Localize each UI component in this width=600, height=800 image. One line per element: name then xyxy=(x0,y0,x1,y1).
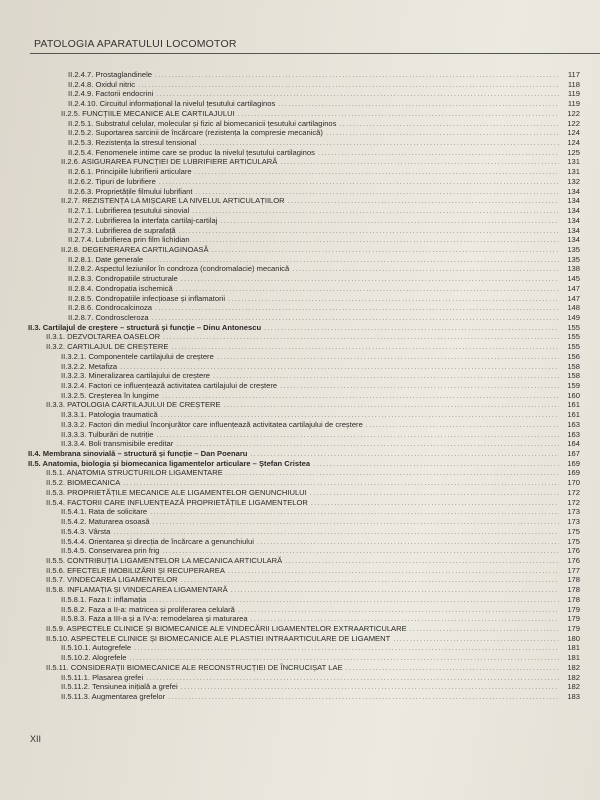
toc-entry-title: II.3.3. PATOLOGIA CARTILAJULUI DE CREȘTERE xyxy=(46,400,221,410)
toc-entry-title: II.2.5.1. Substratul celular, molecular și fizic al biomecanicii țesutului cartilaginos xyxy=(68,118,337,128)
toc-entry xyxy=(28,119,580,129)
running-header: PATOLOGIA APARATULUI LOCOMOTOR xyxy=(34,38,237,50)
toc-entry-page: 181 xyxy=(567,653,580,663)
toc-entry-title: II.5.4.1. Rata de solicitare xyxy=(61,507,148,517)
toc-entry xyxy=(28,498,580,508)
toc-entry xyxy=(28,692,580,702)
toc-entry-page: 118 xyxy=(567,79,580,89)
toc-entry-page: 131 xyxy=(567,167,580,177)
toc-entry-page: 164 xyxy=(567,439,580,449)
toc-entry-title: II.2.7.2. Lubrifierea la interfața cartilaj-cartilaj xyxy=(68,215,218,225)
toc-entry-page: 119 xyxy=(567,99,580,109)
toc-entry-page: 173 xyxy=(567,507,580,517)
toc-entry-title: II.5.4.3. Vârsta xyxy=(61,526,111,536)
toc-entry-title: II.2.6.3. Proprietățile filmului lubrifiant xyxy=(68,186,193,196)
toc-entry-page: 134 xyxy=(567,215,580,225)
toc-entry-title: II.2.4.10. Circuitul informațional la nivelul țesutului cartilaginos xyxy=(68,99,276,109)
toc-entry xyxy=(28,264,580,274)
toc-entry-title: II.3.3.2. Factori din mediul înconjurător care influențează activitatea cartilajului de creștere xyxy=(61,419,363,429)
toc-entry-page: 163 xyxy=(567,419,580,429)
toc-entry xyxy=(28,196,580,206)
toc-entry-page: 155 xyxy=(567,342,580,352)
toc-entry-title: II.2.8.2. Aspectul leziunilor în condroza (condromalacie) mecanică xyxy=(68,264,290,274)
toc-entry-page: 182 xyxy=(567,672,580,682)
toc-entry-page: 135 xyxy=(567,244,580,254)
toc-entry xyxy=(28,624,580,634)
toc-entry-page: 135 xyxy=(567,254,580,264)
toc-entry-title: II.2.8.5. Condropatiile infecțioase și inflamatorii xyxy=(68,293,226,303)
toc-entry-page: 134 xyxy=(567,206,580,216)
toc-entry-title: II.2.6.1. Principiile lubrifierii articulare xyxy=(68,167,192,177)
toc-entry xyxy=(28,653,580,663)
toc-entry-page: 182 xyxy=(567,682,580,692)
toc-entry-title: II.2.7.3. Lubrifierea de suprafață xyxy=(68,225,176,235)
toc-entry xyxy=(28,206,580,216)
toc-entry-title: II.4. Membrana sinovială – structură și funcție – Dan Poenaru xyxy=(28,449,248,459)
toc-entry xyxy=(28,439,580,449)
toc-entry-title: II.5.8.2. Faza a II-a: matricea și proliferarea celulară xyxy=(61,604,235,614)
toc-entry-title: II.3.3.4. Boli transmisibile ereditar xyxy=(61,439,174,449)
toc-entry-page: 181 xyxy=(567,643,580,653)
toc-entry xyxy=(28,313,580,323)
toc-entry-page: 155 xyxy=(567,332,580,342)
toc-entry-title: II.5.11. CONSIDERAȚII BIOMECANICE ALE RECONSTRUCȚIEI DE ÎNCRUCIȘAT LAE xyxy=(46,662,343,672)
toc-entry-page: 175 xyxy=(567,526,580,536)
toc-entry xyxy=(28,682,580,692)
toc-entry-page: 131 xyxy=(567,157,580,167)
toc-entry xyxy=(28,99,580,109)
toc-entry-page: 124 xyxy=(567,138,580,148)
toc-entry xyxy=(28,566,580,576)
toc-entry xyxy=(28,430,580,440)
toc-entry-title: II.5.11.3. Augmentarea grefelor xyxy=(61,692,166,701)
toc-entry xyxy=(28,673,580,683)
toc-entry-page: 155 xyxy=(567,322,580,332)
toc-entry xyxy=(28,371,580,381)
toc-entry-title: II.3.3.3. Tulburări de nutriție xyxy=(61,429,154,439)
toc-entry-page: 175 xyxy=(567,536,580,546)
toc-entry-title: II.2.8.1. Date generale xyxy=(68,254,144,264)
toc-entry-page: 169 xyxy=(567,468,580,478)
toc-entry xyxy=(28,138,580,148)
toc-entry xyxy=(28,148,580,158)
toc-entry xyxy=(28,605,580,615)
toc-entry xyxy=(28,420,580,430)
toc-entry-title: II.2.7.4. Lubrifierea prin film lichidian xyxy=(68,235,190,245)
toc-entry-title: II.2.4.7. Prostaglandinele xyxy=(68,70,153,79)
header-rule xyxy=(30,53,600,54)
toc-entry-title: II.5.4.2. Maturarea osoasă xyxy=(61,517,150,527)
toc-entry-title: II.5.4.4. Orientarea și direcția de încărcare a genunchiului xyxy=(61,536,254,546)
toc-entry xyxy=(28,352,580,362)
toc-entry-page: 160 xyxy=(567,390,580,400)
toc-entry-title: II.2.8.6. Condrocalcinoza xyxy=(68,303,153,313)
toc-entry-title: II.2.4.9. Factorii endocrini xyxy=(68,89,154,99)
toc-entry-page: 134 xyxy=(567,186,580,196)
toc-entry-page: 147 xyxy=(567,283,580,293)
toc-entry xyxy=(28,381,580,391)
toc-entry-page: 138 xyxy=(567,264,580,274)
toc-entry-title: II.5.11.1. Plasarea grefei xyxy=(61,672,144,682)
toc-entry xyxy=(28,362,580,372)
toc-entry-page: 117 xyxy=(567,70,580,79)
toc-entry-title: II.5.7. VINDECAREA LIGAMENTELOR xyxy=(46,575,178,585)
toc-entry-page: 132 xyxy=(567,176,580,186)
toc-entry xyxy=(28,235,580,245)
toc-entry xyxy=(28,595,580,605)
toc-entry-title: II.2.6. ASIGURAREA FUNCȚIEI DE LUBRIFIERE ARTICULARĂ xyxy=(61,157,278,167)
toc-entry xyxy=(28,634,580,644)
toc-entry xyxy=(28,303,580,313)
toc-entry xyxy=(28,478,580,488)
toc-entry-title: II.5.1. ANATOMIA STRUCTURILOR LIGAMENTARE xyxy=(46,468,223,478)
toc-entry-page: 178 xyxy=(567,594,580,604)
toc-entry-title: II.5.8. INFLAMAȚIA ȘI VINDECAREA LIGAMENTARĂ xyxy=(46,585,228,595)
toc-entry xyxy=(28,80,580,90)
toc-entry-page: 158 xyxy=(567,361,580,371)
toc-entry-title: II.5. Anatomia, biologia și biomecanica ligamentelor articulare – Ștefan Cristea xyxy=(28,458,311,468)
toc-entry xyxy=(28,245,580,255)
toc-entry-title: II.5.8.3. Faza a III-a și a IV-a: remodelarea și maturarea xyxy=(61,614,248,624)
toc-entry-title: II.3. Cartilajul de creștere – structură și funcție – Dinu Antonescu xyxy=(28,322,262,332)
toc-entry-title: II.5.4. FACTORII CARE INFLUENȚEAZĂ PROPRIETĂȚILE LIGAMENTELOR xyxy=(46,497,308,507)
toc-entry xyxy=(28,468,580,478)
toc-entry-page: 124 xyxy=(567,128,580,138)
toc-entry-page: 176 xyxy=(567,546,580,556)
toc-entry-page: 122 xyxy=(567,118,580,128)
toc-entry-page: 158 xyxy=(567,371,580,381)
toc-entry xyxy=(28,177,580,187)
toc-entry-page: 176 xyxy=(567,555,580,565)
toc-entry xyxy=(28,255,580,265)
toc-entry-title: II.2.8.4. Condropatia ischemică xyxy=(68,283,173,293)
toc-entry xyxy=(28,167,580,177)
toc-entry xyxy=(28,663,580,673)
toc-entry xyxy=(28,157,580,167)
toc-entry-title: II.5.10.2. Alogrefele xyxy=(61,653,127,663)
toc-entry-title: II.2.5.3. Rezistența la stresul tensional xyxy=(68,138,197,148)
toc-entry-title: II.5.6. EFECTELE IMOBILIZĂRII ȘI RECUPERAREA xyxy=(46,565,225,575)
toc-entry xyxy=(28,128,580,138)
toc-entry xyxy=(28,109,580,119)
toc-entry xyxy=(28,323,580,333)
toc-entry-page: 179 xyxy=(567,623,580,633)
toc-entry xyxy=(28,89,580,99)
toc-entry xyxy=(28,410,580,420)
toc-entry xyxy=(28,294,580,304)
toc-entry-page: 172 xyxy=(567,487,580,497)
toc-entry-page: 156 xyxy=(567,351,580,361)
toc-entry xyxy=(28,517,580,527)
toc-entry-page: 167 xyxy=(567,449,580,459)
toc-entry xyxy=(28,187,580,197)
toc-entry-page: 134 xyxy=(567,196,580,206)
toc-entry-title: II.5.5. CONTRIBUȚIA LIGAMENTELOR LA MECANICA ARTICULARĂ xyxy=(46,555,283,565)
toc-entry-page: 172 xyxy=(567,497,580,507)
toc-entry xyxy=(28,216,580,226)
toc-entry xyxy=(28,614,580,624)
toc-entry-page: 134 xyxy=(567,225,580,235)
toc-entry-title: II.3.3.1. Patologia traumatică xyxy=(61,410,158,420)
toc-entry-title: II.3.2.3. Mineralizarea cartilajului de creștere xyxy=(61,371,210,381)
toc-entry-page: 179 xyxy=(567,614,580,624)
toc-entry-page: 169 xyxy=(567,458,580,468)
toc-entry xyxy=(28,507,580,517)
toc-entry-title: II.5.3. PROPRIETĂȚILE MECANICE ALE LIGAMENTELOR GENUNCHIULUI xyxy=(46,487,307,497)
toc-entry xyxy=(28,459,580,469)
toc-entry-title: II.3.2.2. Metafiza xyxy=(61,361,118,371)
toc-entry-title: II.2.5. FUNCȚIILE MECANICE ALE CARTILAJULUI xyxy=(61,108,235,118)
toc-entry-title: II.2.4.8. Oxidul nitric xyxy=(68,79,136,89)
toc-entry xyxy=(28,274,580,284)
page-number: XII xyxy=(30,734,42,744)
toc-entry-page: 183 xyxy=(567,692,580,701)
toc-entry-title: II.2.6.2. Tipuri de lubrifiere xyxy=(68,176,156,186)
toc-entry-page: 159 xyxy=(567,381,580,390)
toc-entry-page: 125 xyxy=(567,147,580,157)
toc-entry xyxy=(28,400,580,410)
toc-entry xyxy=(28,284,580,294)
toc-entry-title: II.2.8.3. Condropatiile structurale xyxy=(68,274,178,284)
toc-entry-title: II.5.9. ASPECTELE CLINICE ȘI BIOMECANICE ALE VINDECĂRII LIGAMENTELOR EXTRAARTICULARE xyxy=(46,623,407,633)
toc-entry-title: II.2.7.1. Lubrifierea țesutului sinovial xyxy=(68,206,190,216)
toc-entry-title: II.2.8.7. Condroscleroza xyxy=(68,312,149,322)
toc-entry-page: 178 xyxy=(567,585,580,595)
toc-entry xyxy=(28,546,580,556)
toc-entry-page: 179 xyxy=(567,604,580,614)
toc-entry xyxy=(28,537,580,547)
toc-entry-page: 148 xyxy=(567,303,580,313)
toc-entry xyxy=(28,391,580,401)
toc-entry-page: 177 xyxy=(567,565,580,575)
toc-entry-title: II.3.2. CARTILAJUL DE CREȘTERE xyxy=(46,342,169,352)
toc-entry xyxy=(28,527,580,537)
toc-entry-page: 147 xyxy=(567,293,580,303)
toc-entry-page: 119 xyxy=(567,89,580,99)
toc-entry-page: 173 xyxy=(567,517,580,527)
toc-entry-title: II.5.10. ASPECTELE CLINICE ȘI BIOMECANICE ALE PLASTIEI INTRAARTICULARE DE LIGAMENT xyxy=(46,633,391,643)
toc-entry xyxy=(28,332,580,342)
toc-entry-title: II.2.5.2. Suportarea sarcinii de încărcare (rezistența la compresie mecanică) xyxy=(68,128,323,138)
toc-entry-title: II.5.10.1. Autogrefele xyxy=(61,643,132,653)
toc-entry xyxy=(28,226,580,236)
toc-entry-page: 178 xyxy=(567,575,580,585)
toc-entry-page: 161 xyxy=(567,400,580,410)
toc-entry-page: 122 xyxy=(567,108,580,118)
toc-entry-title: II.3.2.5. Creșterea în lungime xyxy=(61,390,159,400)
toc-entry-page: 134 xyxy=(567,235,580,245)
toc-entry xyxy=(28,70,580,80)
table-of-contents xyxy=(28,70,580,702)
toc-entry-page: 161 xyxy=(567,410,580,420)
toc-entry xyxy=(28,449,580,459)
toc-entry-page: 163 xyxy=(567,429,580,439)
toc-entry-page: 145 xyxy=(567,274,580,284)
toc-entry xyxy=(28,342,580,352)
toc-entry-title: II.3.2.4. Factori ce influențează activitatea cartilajului de creștere xyxy=(61,381,278,390)
toc-entry-title: II.5.2. BIOMECANICA xyxy=(46,478,121,488)
toc-entry-title: II.5.4.5. Conservarea prin frig xyxy=(61,546,160,556)
toc-entry-title: II.2.8. DEGENERAREA CARTILAGINOASĂ xyxy=(61,244,209,254)
toc-entry xyxy=(28,556,580,566)
toc-entry-page: 170 xyxy=(567,478,580,488)
toc-entry-title: II.5.8.1. Faza I: inflamația xyxy=(61,594,147,604)
toc-entry-title: II.5.11.2. Tensiunea inițială a grefei xyxy=(61,682,178,692)
toc-entry-title: II.3.1. DEZVOLTAREA OASELOR xyxy=(46,332,161,342)
toc-entry xyxy=(28,488,580,498)
toc-entry xyxy=(28,585,580,595)
toc-leader-dots xyxy=(168,693,559,703)
toc-entry-page: 180 xyxy=(567,633,580,643)
toc-entry-title: II.2.5.4. Fenomenele intime care se produc la nivelul țesutului cartilaginos xyxy=(68,147,315,157)
toc-entry-title: II.2.7. REZISTENȚA LA MIȘCARE LA NIVELUL ARTICULAȚIILOR xyxy=(61,196,285,206)
toc-entry-page: 182 xyxy=(567,662,580,672)
toc-entry xyxy=(28,575,580,585)
toc-entry xyxy=(28,643,580,653)
toc-entry-page: 149 xyxy=(567,312,580,322)
toc-entry-title: II.3.2.1. Componentele cartilajului de creștere xyxy=(61,351,214,361)
